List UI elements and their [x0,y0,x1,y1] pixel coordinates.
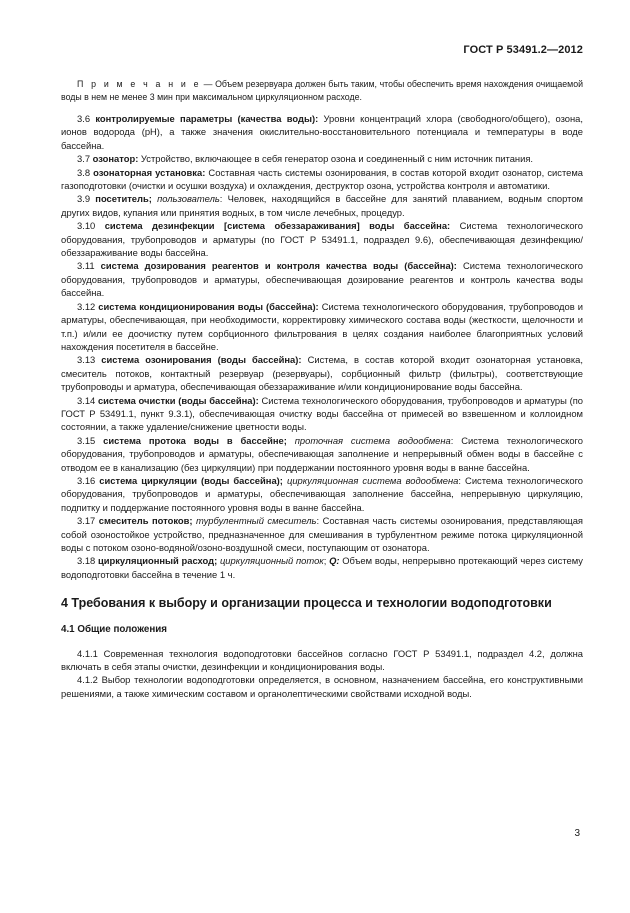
term: система озонирования (воды бассейна): [101,354,302,366]
term: циркуляционный расход; [97,555,218,567]
clause-number: 3.18 [77,555,98,567]
definition-3-15 [61,434,583,474]
definition-text: Система технологического оборудования, трубопроводов и арматуры (по ГОСТ Р 53491.1, пункт 9.3.1), обеспечивающая очистку воды бассейна от примесей во взвешенном и коллоидном состоянии, а также удаление/снижение цветности воды. [61,394,583,433]
term-synonym: циркуляционная система водообмена [282,474,459,486]
subsection-4-1-heading: 4.1 Общие положения [61,624,168,636]
definition-text: Система технологического оборудования, трубопроводов и арматуры (по ГОСТ Р 53491.1, подраздел 9.6), обеспечивающая дезинфекцию/ обеззараживание воды бассейна. [61,220,583,259]
clause-number: 3.6 [77,113,96,124]
page-content [61,78,583,700]
term: система циркуляции (воды бассейна); [99,474,283,486]
clause-number: 3.12 [77,300,99,312]
note-label: П р и м е ч а н и е [77,79,202,89]
symbol: Q: [329,555,340,567]
section-4-heading: 4 Требования к выбору и организации процесса и технологии водоподготовки [61,596,552,611]
definition-3-18 [61,554,583,581]
clause-number: 3.9 [77,193,96,205]
term-synonym: турбулентный смеситель [192,515,317,527]
term-synonym: пользователь [151,193,220,205]
punctuation: : [219,193,223,205]
term: система кондиционирования воды (бассейна): [98,300,319,312]
definition-text: Система технологического оборудования, трубопроводов и арматуры, обеспечивающая заполнение бассейна, непрерывную циркуляцию, подпитку и поддержание постоянного уровня воды в ванне бассейна. [61,474,583,513]
term-synonym: проточная система водообмена [286,434,451,446]
term: контролируемые параметры (качества воды): [95,113,319,124]
term: система дезинфекции [система обеззараживания] воды бассейна: [104,220,451,232]
clause-number: 3.15 [77,434,104,446]
definition-3-11 [61,259,583,299]
definition-3-17 [61,514,583,554]
definition-text: Составная часть системы озонирования, в состав которой входит озонатор, система газоподготовки (очистки и осушки воздуха) и охлаждения, деструктор озона, устройства контроля и автоматики. [61,166,584,192]
term: озонаторная установка: [93,166,206,178]
term: посетитель; [95,193,152,205]
punctuation: : [450,434,454,446]
definition-3-9 [61,192,583,219]
definition-3-14 [61,394,583,434]
definition-3-12 [61,300,583,354]
document-code: ГОСТ Р 53491.2—2012 [463,44,583,56]
definition-text: Система технологического оборудования, трубопроводов и арматуры, обеспечивающая дозирование реагентов и контроль качества воды бассейна. [61,260,583,299]
clause-number: 3.10 [77,220,105,232]
page-number: 3 [574,828,580,839]
definition-3-7 [61,152,583,165]
definition-text: Объем воды, непрерывно протекающий через систему водоподготовки бассейна в течение 1 ч. [61,555,583,580]
definition-text: Устройство, включающее в себя генератор озона и соединенный с ним источник питания. [138,153,534,165]
definition-3-8 [61,166,583,193]
definition-3-13 [61,353,583,393]
paragraph-4-1-1: 4.1.1 Современная технология водоподготовки бассейнов согласно ГОСТ Р 53491.1, подраздел 4.2, должна включать в себя этапы очистки, дезинфекции и кондиционирования воды. [61,647,583,673]
clause-number: 3.11 [77,260,101,272]
clause-number: 3.7 [77,153,93,165]
definition-3-6 [61,112,583,152]
term: озонатор: [92,153,139,165]
definition-text: Система технологического оборудования, трубопроводов и арматуры, обеспечивающая заполнение и непрерывный обмен воды в бассейне с отводом ее в канализацию (без циркуляции) при поддержании постоянного уровня воды в ванне бассейна. [61,434,583,473]
definition-text: Составная часть системы озонирования, представляющая собой озоностойкое устройство, предназначенное для смешивания в турбулентном режиме потока циркуляционной воды с потоком озоно-водяной/озоно-воздушной смеси, поступающим от озонатора. [61,515,583,553]
punctuation: : [316,515,320,527]
clause-number: 3.13 [77,354,102,366]
definition-text: Система технологического оборудования, трубопроводов и арматуры, обеспечивающая, при необходимости, корректировку химического состава воды (жесткости, щелочности и т.п.) и/или ее доочистку путем сорбционного фильтрования в целях создания наиболее благоприятных условий нахождения посетителя в бассейне. [61,300,583,352]
note-text: — Объем резервуара должен быть таким, чтобы обеспечить время нахождения очищаемой воды в нем не менее 3 мин при максимальном циркуляционном расходе. [61,79,583,102]
definition-3-16 [61,474,583,514]
term-synonym: циркуляционный поток [217,555,324,567]
clause-number: 3.8 [77,166,94,178]
clause-number: 3.14 [77,394,98,406]
note-paragraph [61,78,583,104]
term: смеситель потоков; [98,515,193,527]
paragraph-4-1-2: 4.1.2 Выбор технологии водоподготовки определяется, в основном, назначением бассейна, его конструктивными решениями, а также химическим составом и органолептическими свойствами исходной воды. [61,674,583,699]
definition-text: Уровни концентраций хлора (свободного/общего), озона, ионов водорода (pH), а также значения окислительно-восстановительного потенциала и температуры в воде бассейна. [61,113,584,151]
term: система протока воды в бассейне; [103,434,287,446]
punctuation: ; [323,555,330,567]
punctuation: : [458,474,462,486]
term: система дозирования реагентов и контроля качества воды (бассейна): [100,260,457,272]
definition-text: Человек, находящийся в бассейне для занятий плаванием, водным спортом других видов, купания или принятия водных, в том числе лечебных, процедур. [61,193,583,218]
definition-3-10 [61,219,583,259]
term: система очистки (воды бассейна): [97,394,259,406]
definition-text: Система, в состав которой входит озонаторная установка, смеситель потоков, контактный резервуар (резервуары), сорбционный фильтр (фильтры), соответствующие трубопроводы и арматура, обеспечивающая обеззараживание и/или кондиционирование воды бассейна. [61,354,583,393]
clause-number: 3.16 [77,474,100,486]
clause-number: 3.17 [77,515,99,527]
